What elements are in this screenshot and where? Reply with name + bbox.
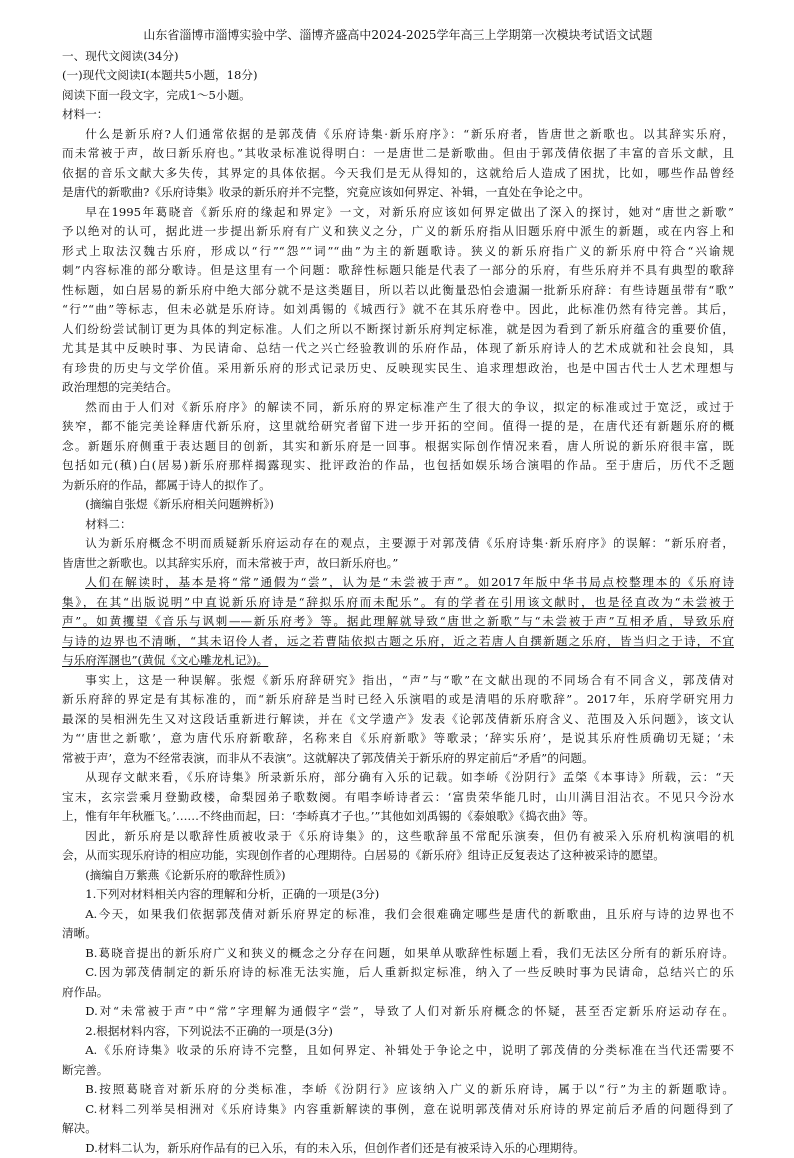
material-2-source: (摘编自万紫燕《论新乐府的歌辞性质》) — [62, 866, 734, 886]
option-c: C.因为郭茂倩制定的新乐府诗的标准无法实施，后人重新拟定标准，纳入了一些反映时事为民请命，总结兴亡的乐 — [62, 963, 734, 983]
underlined-text: 与诗的边界也不清晰，“其未诏伶人者，远之若曹陆依拟古题之乐府，近之若唐人自撰新题之乐府，皆当归之于诗，不宜 — [62, 634, 734, 648]
text-line: 常被于声’，意为不经常表演，而非从不表演”。这就解决了郭茂倩关于新乐府的界定前后“矛盾”的问题。 — [62, 749, 734, 769]
material-1-source: (摘编自张煜《新乐府相关问题辨析》) — [62, 495, 734, 515]
material-1-paragraph-3 — [62, 398, 734, 496]
text-line: 然而由于人们对《新乐府序》的解读不同，新乐府的界定标准产生了很大的争议，拟定的标准或过于宽泛，或过于 — [62, 398, 734, 418]
material-2-paragraph-4 — [62, 768, 734, 827]
text-line: 形式上取法汉魏古乐府，形成以“行”“怨”“词”“曲”为主的新题歌诗。狭义的新乐府指广义的新乐府中符合“兴谕规 — [62, 242, 734, 262]
text-line: 为新乐府的作品，都属于诗人的拟作了。 — [62, 476, 734, 496]
text-line: 是唐代的新歌曲?《乐府诗集》收录的新乐府并不完整，究竟应该如何界定、补辑，一直处在争论之中。 — [62, 183, 734, 203]
material-2-paragraph-5 — [62, 827, 734, 866]
option-a-cont: 清晰。 — [62, 924, 734, 944]
text-line — [62, 593, 734, 613]
section-heading: 一、现代文阅读(34分) — [62, 47, 734, 67]
page-title: 山东省淄博市淄博实验中学、淄博齐盛高中2024-2025学年高三上学期第一次模块考试语文试题 — [62, 26, 734, 46]
material-2-label: 材料二： — [62, 515, 734, 535]
question-2 — [62, 1022, 734, 1158]
option-b: B.葛晓音提出的新乐府广义和狭义的概念之分存在问题，如果单从歌辞性标题上看，我们无法区分所有的新乐府诗。 — [62, 944, 734, 964]
underlined-text: 与乐府浑溷也”(黄侃《文心雕龙札记》)。 — [62, 653, 268, 667]
text-line: 宝末，玄宗尝乘月登勤政楼，命梨园弟子歌数阕。有唱李峤诗者云：‘富贵荣华能几时，山川满目泪沾衣。不见只今汾水 — [62, 788, 734, 808]
option-c: C.材料二列举吴相洲对《乐府诗集》内容重新解读的事例，意在说明郭茂倩对乐府诗的界定前后矛盾的问题得到了 — [62, 1100, 734, 1120]
text-line: “行”“曲”等标志，但未必就是乐府诗。如刘禹锡的《城西行》就不在其乐府卷中。因此，此标准仍然有待完善。其后， — [62, 300, 734, 320]
option-a-cont: 断完善。 — [62, 1061, 734, 1081]
text-line: 依据的音乐文献大多失传，其界定的具体依据。今天我们是无从得知的，这就给后人造成了困扰，比如，哪些作品曾经 — [62, 164, 734, 184]
question-stem: 1.下列对材料相关内容的理解和分析，正确的一项是(3分) — [62, 885, 734, 905]
text-line: 尤其是其中反映时事、为民请命、总结一代之兴亡经验教训的乐府作品，体现了新乐府诗人的艺术成就和社会良知，具 — [62, 339, 734, 359]
text-line: 狭窄，都不能完美诠释唐代新乐府，这里就给研究者留下进一步开拓的空间。值得一提的是，在唐代还有新题乐府的概 — [62, 417, 734, 437]
text-line: 政治理想的完美结合。 — [62, 378, 734, 398]
text-line: 人们纷纷尝试制订更为具体的判定标准。人们之所以不断探讨新乐府判定标准，就是因为看到了新乐府蕴含的重要价值， — [62, 320, 734, 340]
text-line — [62, 612, 734, 632]
underlined-text: 人们在解读时，基本是将“常”通假为“尝”，认为是“未尝被于声”。如2017年版中华书局点校整理本的《乐府诗 — [85, 575, 734, 589]
underlined-text: 集》，在其“出版说明”中直说新乐府诗是“辞拟乐府而未配乐”。有的学者在引用该文献时，也是径直改为“未尝被于 — [62, 595, 734, 609]
text-line: 性标题，如白居易的新乐府中绝大部分就不是这类题目，所以若以此衡量恐怕会遗漏一批新乐府辞：有些诗题虽带有“歌” — [62, 281, 734, 301]
text-line — [62, 573, 734, 593]
option-a: A.《乐府诗集》收录的乐府诗不完整，且如何界定、补辑处于争论之中，说明了郭茂倩的分类标准在当代还需要不 — [62, 1041, 734, 1061]
text-line: 包括如元(稹)白(居易)新乐府那样揭露现实、批评政治的作品，也包括如娱乐场合演唱的作品。至于唐后，历代不乏题 — [62, 456, 734, 476]
option-a: A.今天，如果我们依据郭茂倩对新乐府界定的标准，我们会很难确定哪些是唐代的新歌曲，且乐府与诗的边界也不 — [62, 905, 734, 925]
text-line — [62, 651, 734, 671]
text-line: 新乐府辞的界定是有其标准的，而“新乐府辞是当时已经入乐演唱的或是清唱的乐府歌辞”。2017年，乐府学研究用力 — [62, 690, 734, 710]
question-stem: 2.根据材料内容，下列说法不正确的一项是(3分) — [62, 1022, 734, 1042]
text-line: 什么是新乐府?人们通常依据的是郭茂倩《乐府诗集·新乐府序》：“新乐府者，皆唐世之新歌也。以其辞实乐府， — [62, 125, 734, 145]
material-1-paragraph-2 — [62, 203, 734, 398]
text-line: 因此，新乐府是以歌辞性质被收录于《乐府诗集》的，这些歌辞虽不常配乐演奏，但仍有被采入乐府机构演唱的机 — [62, 827, 734, 847]
text-line: 认为新乐府概念不明而质疑新乐府运动存在的观点，主要源于对郭茂倩《乐府诗集·新乐府序》的误解：“新乐府者， — [62, 534, 734, 554]
text-line: 上，惟有年年秋雁飞。’……不终曲而起，曰：‘李峤真才子也。’”其他如刘禹锡的《泰娘歌》《捣衣曲》等。 — [62, 807, 734, 827]
text-line: 刺”内容标准的部分歌诗。但是这里有一个问题：歌辞性标题只能是代表了一部分的乐府，有些乐府并不具有典型的歌辞 — [62, 261, 734, 281]
option-c-cont: 府作品。 — [62, 983, 734, 1003]
material-1-label: 材料一： — [62, 105, 734, 125]
text-line: 皆唐世之新歌也。以其辞实乐府，而未常被于声，故曰新乐府也。” — [62, 554, 734, 574]
reading-instruction: 阅读下面一段文字，完成1～5小题。 — [62, 86, 734, 106]
material-2-paragraph-1 — [62, 534, 734, 573]
option-c-cont: 解决。 — [62, 1119, 734, 1139]
question-1 — [62, 885, 734, 1022]
text-line: 会，从而实现乐府诗的相应功能，实现创作者的心理期待。白居易的《新乐府》组诗正反复表达了这种被采诗的愿望。 — [62, 846, 734, 866]
text-line: 事实上，这是一种误解。张煜《新乐府辞研究》指出，“声”与“歌”在文献出现的不同场合有不同含义，郭茂倩对 — [62, 671, 734, 691]
text-line: 为“‘唐世之新歌’，意为唐代乐府新歌辞，名称来自《乐府新歌》等歌录；‘辞实乐府’，是说其乐府性质确切无疑；‘未 — [62, 729, 734, 749]
underlined-text: 声”。如黄攫望《音乐与讽刺——新乐府考》等。据此理解就导致“唐世之新歌”与“未尝被于声”互相矛盾，导致乐府 — [62, 614, 734, 628]
option-d: D.材料二认为，新乐府作品有的已入乐，有的未入乐，但创作者们还是有被采诗入乐的心理期待。 — [62, 1139, 734, 1158]
text-line: 最深的吴相洲先生又对这段话重新进行解读，并在《文学遗产》发表《论郭茂倩新乐府含义、范围及入乐问题》，该文认 — [62, 710, 734, 730]
text-line: 予以绝对的认可，据此进一步提出新乐府有广义和狭义之分，广义的新乐府指从旧题乐府中派生的新题，或在内容上和 — [62, 222, 734, 242]
material-2-paragraph-2-underlined — [62, 573, 734, 671]
text-line: 从现存文献来看，《乐府诗集》所录新乐府，部分确有入乐的记载。如李峤《汾阴行》孟棨《本事诗》所载，云：“天 — [62, 768, 734, 788]
text-line: 念。新题乐府侧重于表达题目的创新，其实和新乐府是一回事。根据实际创作情况来看，唐人所说的新乐府很丰富，既 — [62, 437, 734, 457]
text-line: 早在1995年葛晓音《新乐府的缘起和界定》一文，对新乐府应该如何界定做出了深入的探讨，她对“唐世之新歌” — [62, 203, 734, 223]
material-2-paragraph-3 — [62, 671, 734, 769]
subsection-heading: (一)现代文阅读Ⅰ(本题共5小题，18分) — [62, 66, 734, 86]
option-b: B.按照葛晓音对新乐府的分类标准，李峤《汾阴行》应该纳入广义的新乐府诗，属于以“行”为主的新题歌诗。 — [62, 1080, 734, 1100]
text-line: 有珍贵的历史与文学价值。采用新乐府的形式记录历史、反映现实民生、追求理想政治，也是中国古代士人艺术理想与 — [62, 359, 734, 379]
option-d: D.对“未常被于声”中“常”字理解为通假字“尝”，导致了人们对新乐府概念的怀疑，甚至否定新乐府运动存在。 — [62, 1002, 734, 1022]
text-line: 而未常被于声，故曰新乐府也。”其收录标准说得明白：一是唐世二是新歌曲。但由于郭茂倩依据了丰富的音乐文献，且 — [62, 144, 734, 164]
material-1-paragraph-1 — [62, 125, 734, 203]
text-line — [62, 632, 734, 652]
